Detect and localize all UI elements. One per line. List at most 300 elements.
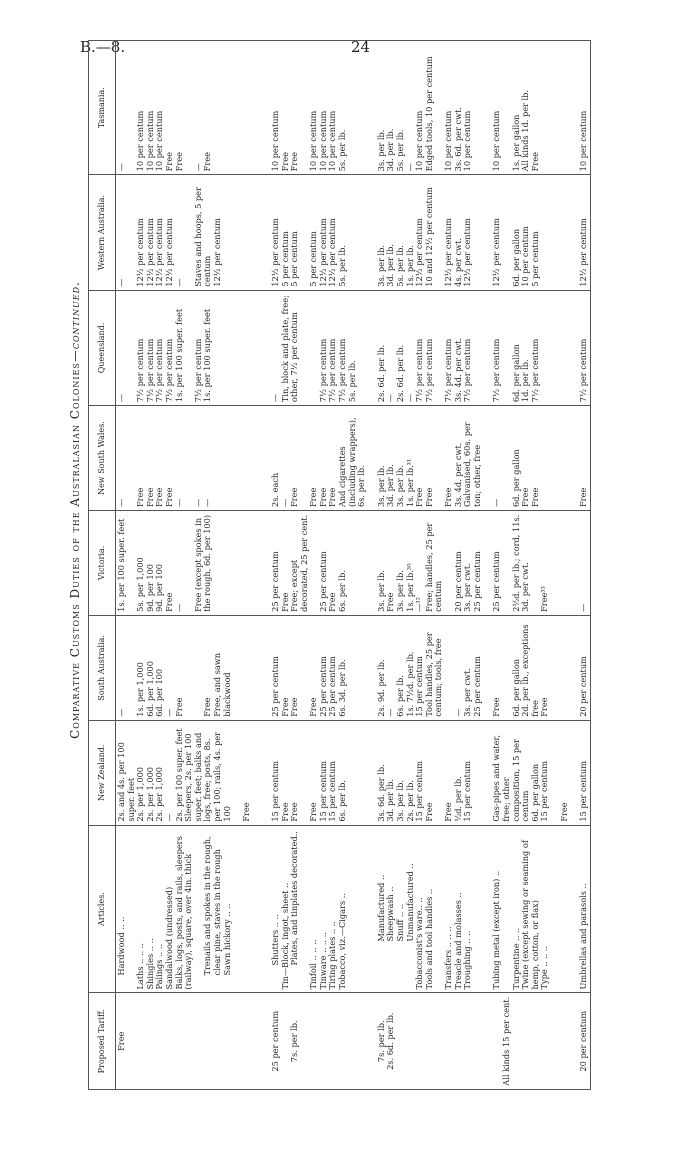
cell-line: 6s. per lb.	[337, 570, 348, 612]
cell-line	[251, 724, 261, 822]
cell-line: —	[578, 603, 589, 612]
cell-western-australia	[270, 175, 368, 290]
cell-proposed-tariff	[376, 993, 484, 1090]
cell-line: 5s. per lb.	[346, 360, 357, 403]
cell-western-australia	[376, 175, 484, 290]
cell-new-south-wales	[376, 406, 484, 511]
cell-line: Tobacconist's ware.. ..	[414, 897, 425, 990]
cell-line: 6d. per gallon	[510, 344, 521, 403]
cell-queensland	[578, 290, 590, 405]
cell-line: Free	[385, 592, 396, 612]
cell-line: 10 and 12½ per centum	[423, 187, 434, 287]
cell-line: Unmanufactured ..	[404, 863, 415, 942]
column-header-western-australia: Western Australia.	[89, 175, 116, 290]
spacer-cell	[483, 720, 491, 825]
cell-line: 25 per centum	[269, 551, 280, 612]
cell-line: 12½ per centum	[211, 218, 222, 287]
cell-line: 12½ per centum	[414, 218, 425, 287]
cell-line: Free	[163, 152, 174, 172]
cell-line: 12½ per centum	[163, 218, 174, 287]
table-body	[116, 41, 591, 1090]
cell-south-australia	[376, 615, 484, 720]
cell-line	[512, 997, 522, 1087]
cell-new-zealand	[116, 720, 262, 825]
column-header-south-australia: South Australia.	[89, 615, 116, 720]
cell-line: Free	[308, 487, 319, 507]
cell-line: —	[116, 393, 126, 403]
cell-line: 15 per centum	[327, 761, 338, 822]
cell-line: 20 per centum	[578, 1010, 589, 1072]
cell-line: 2s. per 1,000	[154, 767, 165, 822]
cell-line: Free	[327, 487, 338, 507]
spacer-cell	[368, 290, 376, 405]
cell-line: 6s. 3d. per lb.	[337, 659, 348, 717]
cell-line: Free	[240, 802, 251, 822]
cell-line: 7½ per centum	[462, 338, 473, 403]
cell-line: Tobacco, viz.—Cigars ..	[337, 893, 348, 990]
cell-line: Plates, and tinplates decorated..	[289, 831, 300, 966]
cell-line: 7½ per centum	[317, 338, 328, 403]
cell-line: Treacle and molasses ..	[452, 892, 463, 990]
cell-line: 10 per centum	[154, 110, 165, 172]
spacer-cell	[570, 175, 578, 290]
spacer-cell	[483, 175, 491, 290]
cell-line: 1d. per lb.	[520, 359, 531, 403]
cell-line: 15 per centum	[414, 656, 425, 717]
cell-line: Free	[578, 487, 589, 507]
customs-duties-table	[88, 40, 591, 1090]
cell-tasmania	[270, 41, 368, 175]
cell-line: 1s. per 100 super. feet	[116, 518, 126, 612]
cell-articles	[270, 825, 368, 993]
cell-line: 10 per centum	[135, 110, 146, 172]
cell-line: Free	[308, 697, 319, 717]
cell-articles	[578, 825, 590, 993]
cell-line	[300, 294, 310, 402]
cell-line: Shutters .. ..	[269, 914, 280, 966]
cell-line: Free	[163, 592, 174, 612]
cell-line	[348, 514, 358, 612]
cell-line: 2s. per 100 super. feet	[173, 728, 184, 822]
column-header-new-zealand: New Zealand.	[89, 720, 116, 825]
spacer-row	[483, 41, 491, 1090]
cell-line: Free	[289, 697, 300, 717]
cell-line: 12½ per centum	[317, 218, 328, 287]
cell-line: Staves and hoops, 5 per centum	[192, 187, 213, 287]
cell-victoria	[270, 511, 368, 616]
cell-line: —	[404, 393, 415, 403]
cell-line: Shingles .. ..	[144, 938, 155, 990]
cell-line: —	[173, 498, 184, 507]
cell-line: Transfers .. .. ..	[443, 926, 453, 990]
cell-line: —	[491, 498, 502, 507]
cell-line: 7½ per centum	[491, 338, 502, 403]
cell-line: 12½ per centum	[327, 218, 338, 287]
cell-line: 3s. per lb.	[375, 129, 386, 172]
cell-line: 25 per centum	[269, 1010, 280, 1072]
cell-line: Free	[491, 697, 502, 717]
table-row	[376, 41, 484, 1090]
table-title-main: Comparative Customs Duties of the Australasian Colonies	[68, 362, 82, 739]
spacer-cell	[368, 511, 376, 616]
cell-line: Free	[289, 802, 300, 822]
cell-line: Sheepwash ..	[385, 886, 396, 942]
cell-line: Trenails and spokes in the rough, clear pine, staves in the rough	[202, 836, 222, 976]
cell-line: 12½ per centum	[144, 218, 155, 287]
cell-line: ½d. per lb.	[452, 776, 463, 822]
cell-line: 10 per centum	[317, 110, 328, 172]
cell-line: 10 per centum	[327, 110, 338, 172]
cell-line: —	[269, 393, 280, 403]
cell-line: Free; except decorated, 25 per cent.	[289, 514, 309, 612]
cell-line: Balks, logs, posts, and rails, sleepers (railway), square, over 4in. thick	[173, 836, 194, 990]
cell-tasmania	[116, 41, 262, 175]
cell-new-south-wales	[116, 406, 262, 511]
cell-line: 3s. 6d. per lb.	[375, 764, 386, 822]
column-header-proposed-tariff: Proposed Tariff.	[89, 993, 116, 1090]
column-header-queensland: Queensland.	[89, 290, 116, 405]
cell-line: Free	[154, 487, 165, 507]
cell-line: 5 per centum	[529, 231, 540, 287]
cell-line: —	[173, 603, 184, 612]
cell-line: 6d. per gallon	[529, 763, 540, 822]
spacer-cell	[570, 825, 578, 993]
cell-south-australia	[116, 615, 262, 720]
cell-line: 25 per centum	[327, 656, 338, 717]
cell-line: Free	[289, 152, 300, 172]
spacer-cell	[262, 720, 270, 825]
cell-line: 2s. 6d. per lb.	[375, 344, 386, 403]
cell-line: —	[173, 278, 184, 287]
cell-line: 3d. per lb.	[385, 244, 396, 287]
cell-line: 6d. per gallon	[510, 658, 521, 717]
cell-line: 5s. per lb.	[337, 129, 348, 172]
cell-line: 15 per centum	[269, 761, 280, 822]
cell-queensland	[491, 290, 570, 405]
spacer-cell	[368, 825, 376, 993]
parliamentary-paper-ref: B.—8.	[80, 38, 126, 56]
cell-line: Gas-pipes and water, free; other composition, 15 per centum	[491, 734, 531, 822]
cell-line: 7½ per centum	[135, 338, 146, 403]
cell-line: 3d. per lb.	[385, 464, 396, 507]
spacer-cell	[570, 41, 578, 175]
cell-tasmania	[578, 41, 590, 175]
table-row	[116, 41, 262, 1090]
cell-new-zealand	[376, 720, 484, 825]
cell-line: Tin, block and plate, free; other, 7½ per centum	[279, 295, 300, 403]
cell-tasmania	[376, 41, 484, 175]
cell-western-australia	[491, 175, 570, 290]
cell-line: 10 per centum	[308, 110, 319, 172]
cell-line: —	[163, 708, 174, 717]
cell-line: 6d. per gallon	[510, 449, 521, 507]
table-title	[68, 210, 82, 810]
cell-line: 3s. 4d. per cwt.	[452, 442, 463, 507]
cell-line: 3s. per cwt.	[462, 563, 473, 612]
cell-line: 1s. 7½d. per lb.	[404, 651, 415, 717]
cell-line: 9d. per 100	[144, 564, 155, 612]
cell-line: 1s. per lb.³¹	[404, 458, 415, 507]
cell-line: 15 per centum	[578, 761, 589, 822]
spacer-cell	[262, 175, 270, 290]
cell-line: 7½ per centum	[154, 338, 165, 403]
spacer-cell	[368, 41, 376, 175]
cell-line: Tubing metal (except iron) ..	[491, 870, 502, 990]
cell-articles	[116, 825, 262, 993]
cell-queensland	[376, 290, 484, 405]
cell-line: Tinware .. .. ..	[317, 932, 328, 990]
spacer-row	[262, 41, 270, 1090]
cell-line: 2s. per 1,000	[135, 767, 146, 822]
cell-line: Type .. .. ..	[539, 945, 550, 990]
cell-line: Twine (except sewing or seaming of hemp, cotton, or flax)	[520, 840, 540, 990]
cell-line: All kinds 15 per cent.	[500, 996, 511, 1086]
spacer-cell	[262, 511, 270, 616]
cell-line: 1s. per lb.³⁰	[404, 563, 415, 612]
cell-victoria	[376, 511, 484, 616]
page-number: 24	[351, 38, 371, 56]
spacer-row	[368, 41, 376, 1090]
spacer-cell	[262, 290, 270, 405]
cell-line: Free	[144, 487, 155, 507]
cell-new-zealand	[270, 720, 368, 825]
spacer-cell	[368, 615, 376, 720]
cell-line: Turpentine .. ..	[510, 927, 521, 990]
cell-line: Umbrellas and parasols ..	[578, 883, 589, 990]
cell-line: 2s. 6d. per lb.	[385, 1012, 396, 1070]
cell-queensland	[116, 290, 262, 405]
cell-line: —	[385, 393, 396, 403]
cell-south-australia	[578, 615, 590, 720]
spacer-cell	[368, 406, 376, 511]
cell-line: Free	[529, 152, 540, 172]
cell-line: 10 per centum	[144, 110, 155, 172]
cell-line: 9d. per 100	[154, 564, 165, 612]
cell-line: Free	[279, 697, 290, 717]
spacer-cell	[483, 993, 491, 1090]
spacer-cell	[368, 175, 376, 290]
spacer-cell	[262, 615, 270, 720]
cell-new-south-wales	[491, 406, 570, 511]
cell-line: 6d. per gallon	[510, 228, 521, 287]
cell-line: 15 per centum	[317, 761, 328, 822]
cell-proposed-tariff	[491, 993, 570, 1090]
spacer-row	[570, 41, 578, 1090]
cell-line: 25 per centum	[471, 551, 482, 612]
cell-new-south-wales	[578, 406, 590, 511]
cell-line: 12½ per centum	[578, 218, 589, 287]
cell-line: 7½ per centum	[144, 338, 155, 403]
cell-queensland	[270, 290, 368, 405]
cell-line: 5 per centum	[289, 231, 300, 287]
cell-line: 2s. and 4s. per 100 super. feet	[116, 742, 136, 822]
cell-line: Free	[279, 592, 290, 612]
cell-line: 5s. per 1,000	[135, 557, 146, 612]
cell-line: Free	[520, 487, 531, 507]
column-header-new-south-wales: New South Wales.	[89, 406, 116, 511]
spacer-cell	[483, 615, 491, 720]
spacer-cell	[262, 825, 270, 993]
cell-line: 5 per centum	[308, 231, 319, 287]
cell-line: 25 per centum	[471, 656, 482, 717]
cell-line: —³²	[414, 597, 425, 612]
cell-line: 15 per centum	[462, 761, 473, 822]
spacer-cell	[262, 993, 270, 1090]
cell-line: 7½ per centum	[337, 338, 348, 403]
cell-line: Tools and tool handles ..	[423, 888, 434, 990]
cell-line: 6s. per lb.	[337, 779, 348, 822]
cell-line: 6s. per lb.	[395, 675, 406, 717]
cell-line: Free³³	[539, 586, 550, 612]
cell-line	[213, 514, 223, 612]
cell-line: 1s. per 100 super. feet	[202, 308, 213, 403]
cell-line: Sawn hickory .. ..	[221, 903, 232, 976]
cell-line	[444, 619, 454, 717]
cell-line: 7½ per centum	[423, 338, 434, 403]
cell-new-zealand	[578, 720, 590, 825]
cell-line: 25 per centum	[317, 656, 328, 717]
cell-line: Free; handles, 25 per centum	[423, 522, 444, 612]
cell-line: Free	[423, 802, 434, 822]
cell-line: 10 per centum	[491, 110, 502, 172]
cell-line: 10 per centum	[520, 226, 531, 287]
cell-line: —	[116, 163, 126, 172]
cell-line: Free	[443, 487, 453, 507]
cell-line: Free	[308, 802, 319, 822]
cell-line: Edged tools, 10 per centum	[423, 56, 434, 172]
cell-line	[184, 44, 194, 171]
cell-line: 10 per centum	[462, 110, 473, 172]
cell-line: 2s. per lb.	[404, 779, 415, 822]
cell-line: Tiring plates .. ..	[327, 921, 338, 990]
spacer-cell	[570, 406, 578, 511]
cell-line: 7½ per centum	[443, 338, 453, 403]
cell-line: 3s. per lb.	[375, 245, 386, 287]
cell-line: 25 per centum	[491, 551, 502, 612]
cell-line: 10 per centum	[443, 110, 453, 172]
table-row	[578, 41, 590, 1090]
cell-line: —	[385, 708, 396, 717]
cell-line: 20 per centum	[578, 656, 589, 717]
cell-line: Laths .. .. ..	[135, 942, 146, 990]
cell-line: 10 per centum	[578, 110, 589, 172]
column-header-tasmania: Tasmania.	[89, 41, 116, 175]
cell-line: 7½ per centum	[578, 338, 589, 403]
cell-line: Palings .. ..	[154, 943, 165, 990]
cell-line: Free	[443, 802, 453, 822]
cell-line	[184, 409, 194, 507]
cell-articles	[491, 825, 570, 993]
cell-line: 7½ per centum	[192, 338, 203, 403]
cell-line: 5 per centum	[279, 231, 290, 287]
cell-line: 6d. per 1,000	[144, 661, 155, 717]
cell-line: —	[116, 278, 126, 287]
cell-line: 12½ per centum	[154, 218, 165, 287]
cell-line: Free	[279, 152, 290, 172]
cell-line: Free	[289, 487, 300, 507]
spacer-cell	[570, 615, 578, 720]
cell-line: —	[163, 813, 174, 822]
cell-line: Free, and sawn blackwood	[211, 652, 232, 717]
cell-line: 7½ per centum	[529, 338, 540, 403]
cell-line: —	[116, 708, 126, 717]
cell-line: Free	[279, 802, 290, 822]
cell-line	[184, 619, 194, 717]
cell-line: 2d. per lb., exceptions free	[520, 624, 540, 717]
cell-line: —	[202, 498, 213, 507]
cell-line: Free	[173, 152, 184, 172]
header-row	[89, 41, 116, 1090]
cell-line: Galvanised, 60s. per ton; other, free	[462, 422, 482, 507]
cell-line: 3s. per lb.	[395, 779, 406, 822]
cell-line: 12½ per centum	[443, 218, 453, 287]
cell-line: Tin—Block, ingot, sheet ..	[279, 882, 290, 990]
cell-line: 20 per centum	[452, 551, 463, 612]
cell-line: Free	[414, 487, 425, 507]
spacer-cell	[570, 993, 578, 1090]
cell-line: 1s. per gallon	[510, 114, 521, 172]
cell-line: Free	[558, 802, 569, 822]
cell-south-australia	[270, 615, 368, 720]
cell-western-australia	[578, 175, 590, 290]
cell-line: Sandalwood (undressed)	[163, 886, 174, 990]
cell-line: Free	[327, 592, 338, 612]
cell-line: 15 per centum	[539, 761, 550, 822]
spacer-cell	[368, 993, 376, 1090]
cell-new-zealand	[491, 720, 570, 825]
cell-line: 5s. per lb.	[395, 245, 406, 287]
cell-line: 3s. 6d. per cwt.	[452, 106, 463, 172]
cell-line: 1s. per lb.	[404, 245, 415, 287]
cell-line: 2s. per 1,000	[144, 767, 155, 822]
cell-line: Free	[173, 697, 184, 717]
cell-line: —	[279, 498, 290, 507]
cell-line: Troughing .. ..	[462, 930, 473, 990]
cell-line: 7s. per lb.	[289, 1020, 300, 1063]
spacer-cell	[483, 41, 491, 175]
spacer-cell	[483, 511, 491, 616]
cell-south-australia	[491, 615, 570, 720]
spacer-cell	[368, 720, 376, 825]
cell-line: 12½ per centum	[491, 218, 502, 287]
cell-line: 3d. per lb.	[385, 778, 396, 822]
spacer-cell	[262, 406, 270, 511]
cell-line: And cigarettes (including wrappers), 6s. per lb.	[337, 417, 367, 507]
cell-line: 3s. per lb.	[395, 465, 406, 507]
cell-line: Free	[423, 487, 434, 507]
cell-line: —	[192, 498, 203, 507]
table-row	[491, 41, 570, 1090]
cell-line: 3s. per lb.	[395, 570, 406, 612]
cell-western-australia	[116, 175, 262, 290]
cell-line	[232, 829, 242, 990]
cell-line: 1s. per 1,000	[135, 662, 146, 717]
cell-line: Free (except spokes in the rough, 6d. per 100)	[192, 514, 213, 612]
cell-line: 3s. per lb.	[375, 465, 386, 507]
cell-line: 2s. 9d. per lb.	[375, 659, 386, 717]
cell-line: All kinds 1d. per lb.	[520, 89, 531, 172]
cell-line: 2½d. per lb.; cord, 11s. 3d. per cwt.	[510, 514, 531, 612]
cell-line: 3d. per lb.	[385, 128, 396, 172]
cell-proposed-tariff	[116, 993, 262, 1090]
cell-line: Free	[539, 697, 550, 717]
cell-line: 6d. per 100	[154, 668, 165, 717]
cell-victoria	[491, 511, 570, 616]
cell-line: Free	[116, 1031, 126, 1051]
cell-line: Free	[202, 152, 213, 172]
cell-line: 25 per centum	[317, 551, 328, 612]
spacer-cell	[570, 290, 578, 405]
